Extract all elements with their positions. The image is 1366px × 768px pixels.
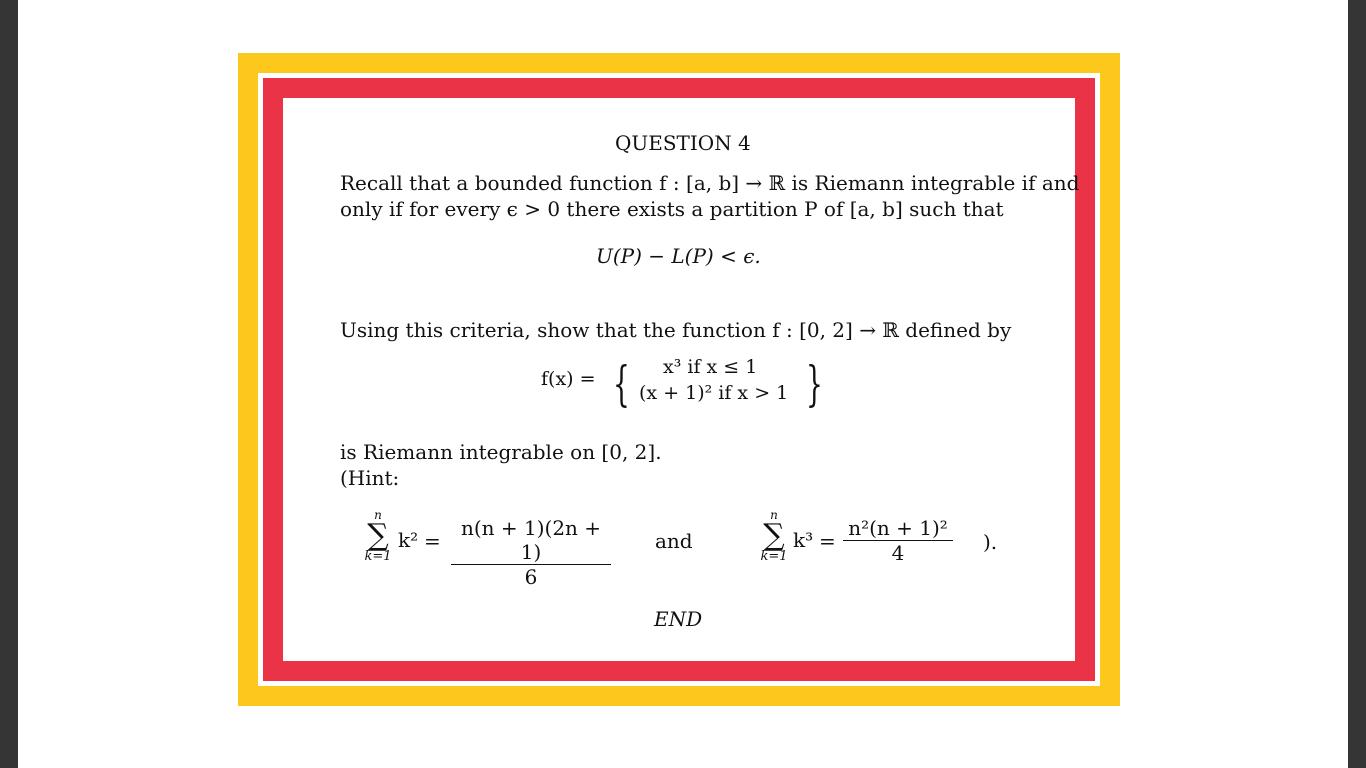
definition-line-2: only if for every ϵ > 0 there exists a partition P of [a, b] such that: [340, 197, 1004, 221]
summation-1: [361, 508, 395, 564]
sum-upper-limit: n: [374, 508, 382, 522]
sum-lower-limit: k=1: [364, 549, 392, 564]
sum-lower-limit: k=1: [760, 549, 788, 564]
sum-2-term: k³: [793, 528, 814, 552]
sigma-symbol: ∑: [763, 518, 785, 553]
conclusion-statement: is Riemann integrable on [0, 2].: [340, 440, 662, 464]
fraction-2-numerator: n²(n + 1)²: [843, 516, 953, 541]
equals-sign-2: =: [819, 529, 836, 553]
sum-upper-limit: n: [770, 508, 778, 522]
summation-2: [757, 508, 791, 564]
right-brace: }: [806, 356, 823, 412]
inner-frame: [263, 78, 1095, 681]
equals-sign-1: =: [424, 529, 441, 553]
end-marker: END: [654, 607, 703, 631]
piecewise-case-1: x³ if x ≤ 1: [663, 356, 758, 378]
question-content: [283, 98, 1080, 661]
frame-gap: [258, 73, 1100, 686]
question-title: QUESTION 4: [615, 131, 751, 155]
fraction-1-denominator: 6: [524, 565, 538, 589]
criterion-equation: U(P) − L(P) < ϵ.: [596, 244, 761, 268]
left-brace: {: [613, 356, 630, 412]
piecewise-case-2: (x + 1)² if x > 1: [639, 382, 789, 404]
document-page: [18, 0, 1348, 768]
outer-frame: [238, 53, 1120, 706]
sigma-symbol: ∑: [367, 518, 389, 553]
fraction-1: [451, 516, 611, 589]
task-statement: Using this criteria, show that the function f : [0, 2] → ℝ defined by: [340, 318, 1012, 342]
hint-close: ).: [983, 530, 998, 554]
fraction-1-numerator: n(n + 1)(2n + 1): [451, 516, 611, 565]
fraction-2-denominator: 4: [891, 541, 905, 565]
hint-open: (Hint:: [340, 466, 400, 490]
sum-1-term: k²: [398, 528, 419, 552]
piecewise-lhs: f(x) =: [541, 368, 596, 390]
and-text: and: [655, 529, 693, 553]
definition-line-1: Recall that a bounded function f : [a, b] → ℝ is Riemann integrable if and: [340, 171, 1080, 195]
fraction-2: [843, 516, 953, 565]
